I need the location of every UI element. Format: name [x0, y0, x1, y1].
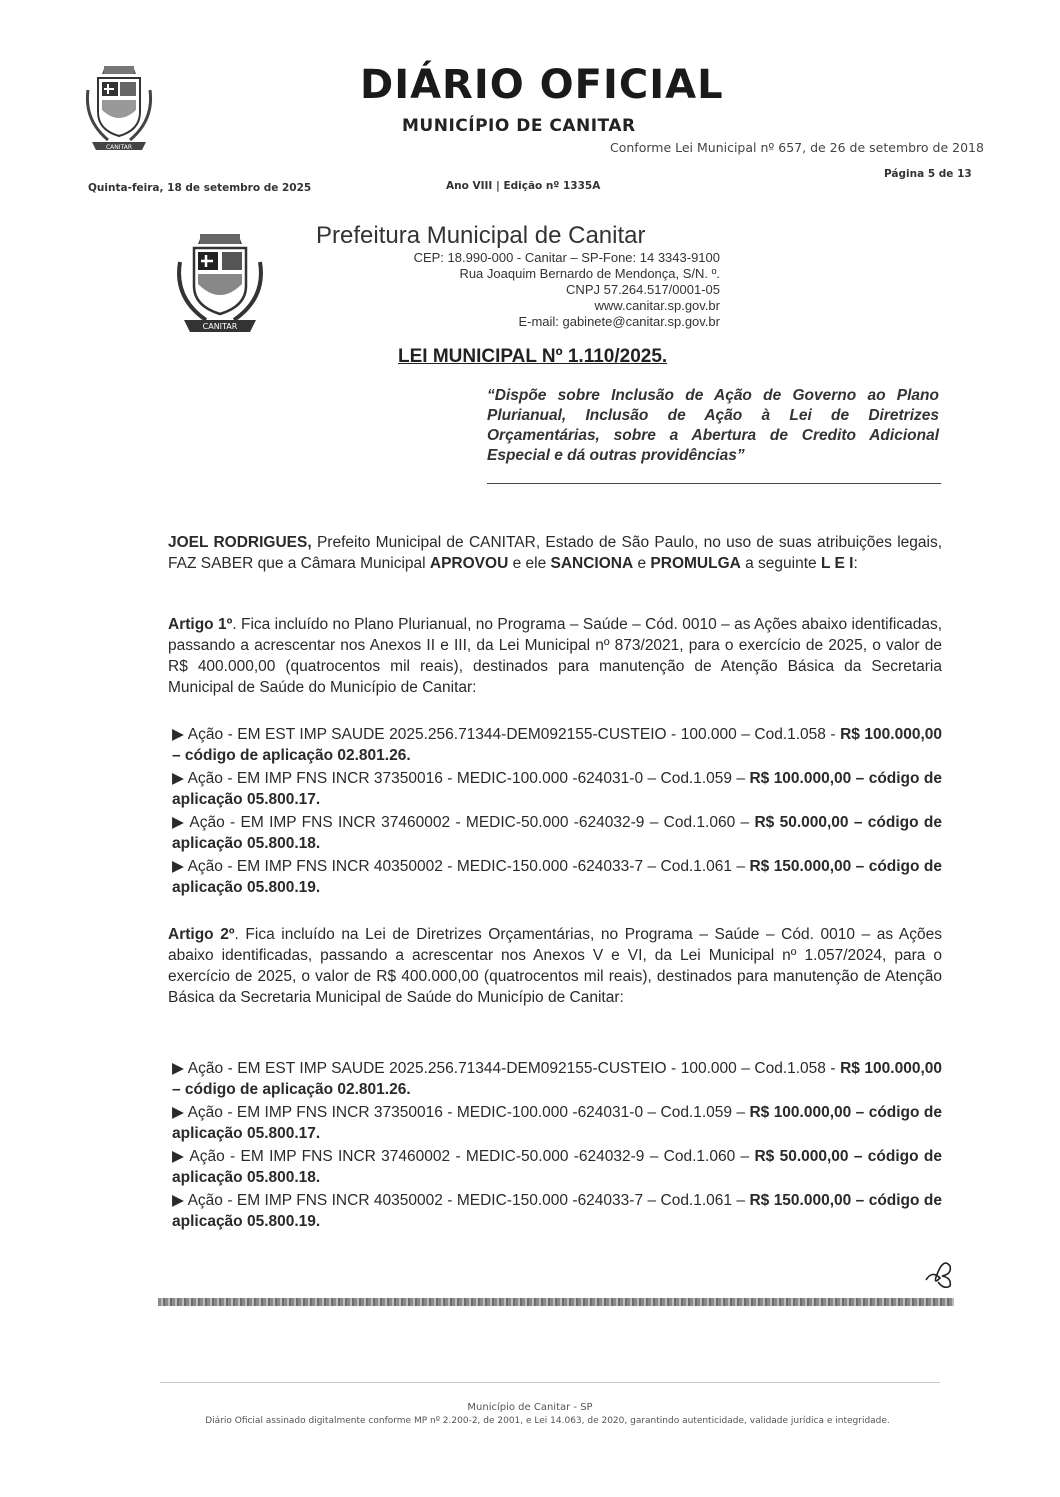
page-bottom-bar	[158, 1298, 954, 1306]
ementa-underline	[487, 483, 941, 484]
masthead-law-note: Conforme Lei Municipal nº 657, de 26 de setembro de 2018	[610, 140, 984, 155]
artigo-2-label: Artigo 2º	[168, 926, 235, 943]
svg-text:CANITAR: CANITAR	[105, 144, 133, 151]
triangle-bullet-icon: ▶	[172, 1148, 190, 1165]
triangle-bullet-icon: ▶	[172, 858, 188, 875]
triangle-bullet-icon: ▶	[172, 1192, 188, 1209]
footer-municipio: Município de Canitar - SP	[467, 1402, 593, 1413]
triangle-bullet-icon: ▶	[172, 1104, 188, 1121]
artigo-2-item: ▶ Ação - EM IMP FNS INCR 40350002 - MEDIC-150.000 -624033-7 – Cod.1.061 – R$ 150.000,00 – código de aplicação 05.800.19.	[172, 1192, 942, 1230]
svg-text:CANITAR: CANITAR	[202, 322, 238, 331]
footer-signature-note: Diário Oficial assinado digitalmente conforme MP nº 2.200-2, de 2001, e Lei 14.063, de 2020, garantindo autenticidade, validade jurídica e integridade.	[205, 1416, 890, 1426]
page-number: Página 5 de 13	[884, 168, 972, 180]
prefeitura-crest-logo	[170, 228, 270, 338]
newspaper-title: DIÁRIO OFICIAL	[360, 62, 724, 108]
law-title: LEI MUNICIPAL Nº 1.110/2025.	[398, 346, 668, 367]
artigo-1-item: ▶ Ação - EM IMP FNS INCR 37350016 - MEDIC-100.000 -624031-0 – Cod.1.059 – R$ 100.000,00 – código de aplicação 05.800.17.	[172, 770, 942, 808]
artigo-1-item: ▶ Ação - EM EST IMP SAUDE 2025.256.71344-DEM092155-CUSTEIO - 100.000 – Cod.1.058 - R$ 100.000,00 – código de aplicação 02.801.26.	[172, 726, 943, 764]
artigo-2-paragraph: Artigo 2º. Fica incluído na Lei de Diretrizes Orçamentárias, no Programa – Saúde – Cód. 0010 – as Ações abaixo identificadas, passando a acrescentar nos Anexos V e VI, da Lei Municipal nº 1.057/2024, para o exercício de 2025, o valor de R$ 400.000,00 (quatrocentos mil reais), destinados para manutenção de Atenção Básica da Secretaria Municipal de Saúde do Município de Canitar:	[168, 926, 942, 1006]
artigo-1-item: ▶ Ação - EM IMP FNS INCR 37460002 - MEDIC-50.000 -624032-9 – Cod.1.060 – R$ 50.000,00 – código de aplicação 05.800.18.	[172, 814, 942, 852]
triangle-bullet-icon: ▶	[172, 726, 188, 743]
triangle-bullet-icon: ▶	[172, 814, 190, 831]
prefeitura-contact	[330, 250, 720, 330]
prefeitura-cnpj: CNPJ 57.264.517/0001-05	[566, 282, 720, 297]
issue-edition: Ano VIII | Edição nº 1335A	[446, 180, 601, 192]
municipal-crest-logo	[80, 60, 158, 160]
artigo-1-item: ▶ Ação - EM IMP FNS INCR 40350002 - MEDIC-150.000 -624033-7 – Cod.1.061 – R$ 150.000,00 – código de aplicação 05.800.19.	[172, 858, 942, 896]
mayor-name: JOEL RODRIGUES,	[168, 534, 312, 551]
prefeitura-email: E-mail: gabinete@canitar.sp.gov.br	[518, 314, 720, 329]
intro-paragraph: JOEL RODRIGUES, Prefeito Municipal de CANITAR, Estado de São Paulo, no uso de suas atribuições legais, FAZ SABER que a Câmara Municipal APROVOU e ele SANCIONA e PROMULGA a seguinte L E I:	[168, 534, 943, 572]
issue-date: Quinta-feira, 18 de setembro de 2025	[88, 182, 312, 194]
artigo-1-label: Artigo 1º	[168, 616, 233, 633]
newspaper-subtitle: MUNICÍPIO DE CANITAR	[402, 116, 636, 136]
prefeitura-address: Rua Joaquim Bernardo de Mendonça, S/N. º.	[459, 266, 720, 281]
footer-divider	[160, 1382, 940, 1383]
artigo-2-item: ▶ Ação - EM IMP FNS INCR 37350016 - MEDIC-100.000 -624031-0 – Cod.1.059 – R$ 100.000,00 – código de aplicação 05.800.17.	[172, 1104, 942, 1142]
prefeitura-website: www.canitar.sp.gov.br	[594, 298, 720, 313]
artigo-2-item: ▶ Ação - EM IMP FNS INCR 37460002 - MEDIC-50.000 -624032-9 – Cod.1.060 – R$ 50.000,00 – código de aplicação 05.800.18.	[172, 1148, 942, 1186]
law-ementa: “Dispõe sobre Inclusão de Ação de Governo ao Plano Plurianual, Inclusão de Ação à Lei de Diretrizes Orçamentárias, sobre a Abertura de Credito Adicional Especial e dá outras providências”	[487, 387, 939, 464]
prefeitura-name: Prefeitura Municipal de Canitar	[316, 222, 646, 249]
triangle-bullet-icon: ▶	[172, 770, 188, 787]
artigo-2-item: ▶ Ação - EM EST IMP SAUDE 2025.256.71344-DEM092155-CUSTEIO - 100.000 – Cod.1.058 - R$ 100.000,00 – código de aplicação 02.801.26.	[172, 1060, 943, 1098]
artigo-1-paragraph: Artigo 1º. Fica incluído no Plano Plurianual, no Programa – Saúde – Cód. 0010 – as Ações abaixo identificadas, passando a acrescentar nos Anexos II e III, da Lei Municipal nº 873/2021, para o exercício de 2025, o valor de R$ 400.000,00 (quatrocentos mil reais), destinados para manutenção de Atenção Básica da Secretaria Municipal de Saúde do Município de Canitar:	[168, 616, 942, 696]
rubric-signature	[922, 1258, 956, 1288]
prefeitura-cep: CEP: 18.990-000 - Canitar – SP-Fone: 14 3343-9100	[413, 250, 720, 265]
triangle-bullet-icon: ▶	[172, 1060, 188, 1077]
